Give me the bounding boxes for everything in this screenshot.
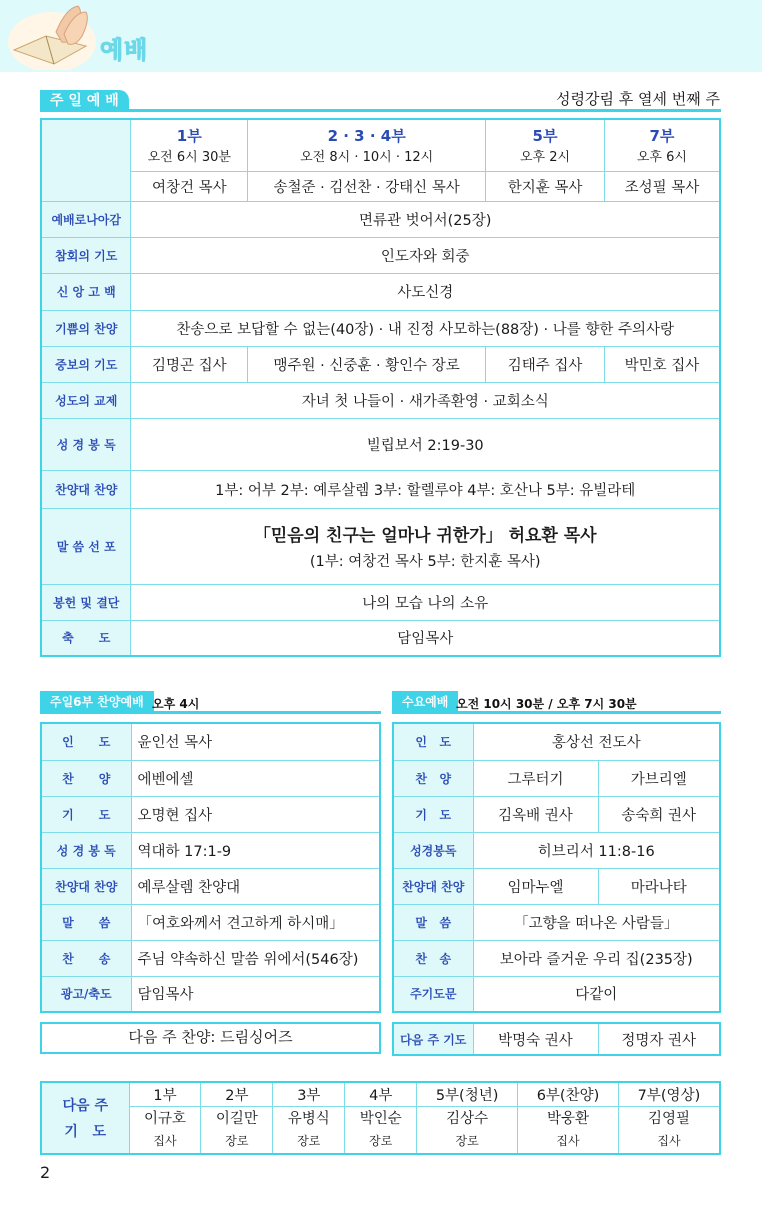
label-fellowship: 성도의 교제 [41, 382, 131, 418]
p6-value-2: 오명현 집사 [131, 796, 380, 832]
label-sermon: 말 씀 선 포 [41, 508, 131, 584]
label-benediction: 축 도 [41, 620, 131, 656]
label-intercession: 중보의 기도 [41, 346, 131, 382]
p6-label-5: 말 씀 [41, 904, 131, 940]
w-choir-2: 마라나타 [598, 868, 720, 904]
w-value-leader: 홍상선 전도사 [473, 723, 720, 760]
w-value-lords-prayer: 다같이 [473, 976, 720, 1012]
value-choir: 1부: 어부 2부: 예루살렘 3부: 할렐루야 4부: 호산나 5부: 유빌라테 [131, 470, 720, 508]
p6-label-3: 성 경 봉 독 [41, 832, 131, 868]
nw-role-5: 장로 [417, 1128, 518, 1154]
label-confession: 참회의 기도 [41, 237, 131, 273]
praying-hands-bible-icon [6, 2, 98, 70]
nw-name-5: 김상수 [417, 1106, 518, 1128]
p6-value-0: 윤인선 목사 [131, 723, 380, 760]
sermon-sub: (1부: 여창건 목사 5부: 한지훈 목사) [309, 554, 541, 570]
sunday-section-divider [40, 109, 721, 112]
label-creed: 신 앙 고 백 [41, 273, 131, 310]
w-praise-2: 가브리엘 [598, 760, 720, 796]
sunday-order-table [40, 118, 721, 657]
value-fellowship: 자녀 첫 나들이 · 새가족환영 · 교회소식 [131, 382, 720, 418]
praise6-divider [40, 711, 381, 714]
next-week-label-line1: 다음 주 [62, 1098, 108, 1114]
w-label-leader: 인 도 [393, 723, 473, 760]
p6-value-1: 에벤에셀 [131, 760, 380, 796]
w-label-sermon: 말 씀 [393, 904, 473, 940]
nw-part-5: 5부(청년) [417, 1082, 518, 1106]
sunday-subtitle: 성령강림 후 열세 번째 주 [556, 90, 720, 108]
w-value-scripture: 히브리서 11:8-16 [473, 832, 720, 868]
intercession-2: 맹주원 · 신중훈 · 황인수 장로 [248, 346, 486, 382]
label-choir: 찬양대 찬양 [41, 470, 131, 508]
w-praise-1: 그루터기 [473, 760, 598, 796]
next-week-label-line2: 기 도 [64, 1124, 107, 1140]
label-offering: 봉헌 및 결단 [41, 584, 131, 620]
next-praise-box: 다음 주 찬양: 드림싱어즈 [40, 1022, 381, 1054]
value-praise: 찬송으로 보답할 수 없는(40장) · 내 진정 사모하는(88장) · 나를 향한 주의사랑 [131, 310, 720, 346]
p6-label-2: 기 도 [41, 796, 131, 832]
next-week-label [41, 1082, 129, 1154]
label-call: 예배로나아감 [41, 201, 131, 237]
p6-label-1: 찬 양 [41, 760, 131, 796]
pastor-7: 조성필 목사 [604, 171, 720, 201]
w-prayer-2: 송숙희 권사 [598, 796, 720, 832]
intercession-3: 김태주 집사 [486, 346, 605, 382]
w-value-hymn: 보아라 즐거운 우리 집(235장) [473, 940, 720, 976]
w-label-choir: 찬양대 찬양 [393, 868, 473, 904]
p6-value-6: 주님 약속하신 말씀 위에서(546장) [131, 940, 380, 976]
value-creed: 사도신경 [131, 273, 720, 310]
nw-role-2: 장로 [201, 1128, 273, 1154]
w-value-sermon: 「고향을 떠나온 사람들」 [473, 904, 720, 940]
value-sermon [131, 508, 720, 584]
w-label-lords-prayer: 주기도문 [393, 976, 473, 1012]
p6-value-5: 「여호와께서 견고하게 하시매」 [131, 904, 380, 940]
p6-value-4: 예루살렘 찬양대 [131, 868, 380, 904]
p6-label-6: 찬 송 [41, 940, 131, 976]
wednesday-time: 오전 10시 30분 / 오후 7시 30분 [456, 697, 637, 711]
intercession-1: 김명곤 집사 [131, 346, 248, 382]
nw-part-4: 4부 [345, 1082, 417, 1106]
value-offering: 나의 모습 나의 소유 [131, 584, 720, 620]
nw-role-7: 집사 [618, 1128, 720, 1154]
value-confession: 인도자와 회중 [131, 237, 720, 273]
corner-cell [41, 119, 131, 201]
service-1: 1부 오전 6시 30분 [131, 119, 248, 171]
label-praise: 기쁨의 찬양 [41, 310, 131, 346]
nw-role-6: 집사 [518, 1128, 619, 1154]
service-7: 7부 오후 6시 [604, 119, 720, 171]
w-label-prayer: 기 도 [393, 796, 473, 832]
w-choir-1: 임마누엘 [473, 868, 598, 904]
p6-label-0: 인 도 [41, 723, 131, 760]
sermon-title: 「믿음의 친구는 얼마나 귀한가」 허요환 목사 [253, 526, 597, 546]
w-next-prayer-label: 다음 주 기도 [393, 1023, 473, 1055]
w-next-prayer-2: 정명자 권사 [598, 1023, 720, 1055]
nw-name-7: 김영필 [618, 1106, 720, 1128]
pastor-2-4: 송철준 · 김선찬 · 강태신 목사 [248, 171, 486, 201]
header-banner [0, 0, 762, 72]
value-benediction: 담임목사 [131, 620, 720, 656]
nw-role-4: 장로 [345, 1128, 417, 1154]
service-5: 5부 오후 2시 [486, 119, 605, 171]
w-prayer-1: 김옥배 권사 [473, 796, 598, 832]
p6-label-4: 찬양대 찬양 [41, 868, 131, 904]
nw-part-6: 6부(찬양) [518, 1082, 619, 1106]
value-scripture: 빌립보서 2:19-30 [131, 418, 720, 470]
w-next-prayer-1: 박명숙 권사 [473, 1023, 598, 1055]
w-label-scripture: 성경봉독 [393, 832, 473, 868]
value-call: 면류관 벗어서(25장) [131, 201, 720, 237]
praise6-time: 오후 4시 [152, 697, 200, 711]
sunday-service-tab: 주 일 예 배 [40, 90, 129, 112]
wednesday-divider [392, 711, 721, 714]
nw-part-2: 2부 [201, 1082, 273, 1106]
nw-name-1: 이규호 [129, 1106, 201, 1128]
nw-part-1: 1부 [129, 1082, 201, 1106]
next-week-prayer-table [40, 1081, 721, 1155]
w-label-hymn: 찬 송 [393, 940, 473, 976]
praise6-tab: 주일6부 찬양예배 [40, 691, 154, 713]
wednesday-next-prayer-table [392, 1022, 721, 1056]
nw-part-7: 7부(영상) [618, 1082, 720, 1106]
wednesday-table [392, 722, 721, 1013]
header-title: 예배 [100, 36, 149, 64]
intercession-4: 박민호 집사 [604, 346, 720, 382]
page-number: 2 [40, 1163, 51, 1182]
nw-part-3: 3부 [273, 1082, 345, 1106]
nw-name-2: 이길만 [201, 1106, 273, 1128]
nw-name-3: 유병식 [273, 1106, 345, 1128]
p6-value-3: 역대하 17:1-9 [131, 832, 380, 868]
praise6-table [40, 722, 381, 1013]
nw-role-3: 장로 [273, 1128, 345, 1154]
wednesday-tab: 수요예배 [392, 691, 458, 713]
nw-name-4: 박인순 [345, 1106, 417, 1128]
pastor-5: 한지훈 목사 [486, 171, 605, 201]
p6-value-7: 담임목사 [131, 976, 380, 1012]
pastor-1: 여창건 목사 [131, 171, 248, 201]
p6-label-7: 광고/축도 [41, 976, 131, 1012]
label-scripture: 성 경 봉 독 [41, 418, 131, 470]
service-2-4: 2 · 3 · 4부 오전 8시 · 10시 · 12시 [248, 119, 486, 171]
w-label-praise: 찬 양 [393, 760, 473, 796]
nw-name-6: 박웅환 [518, 1106, 619, 1128]
nw-role-1: 집사 [129, 1128, 201, 1154]
